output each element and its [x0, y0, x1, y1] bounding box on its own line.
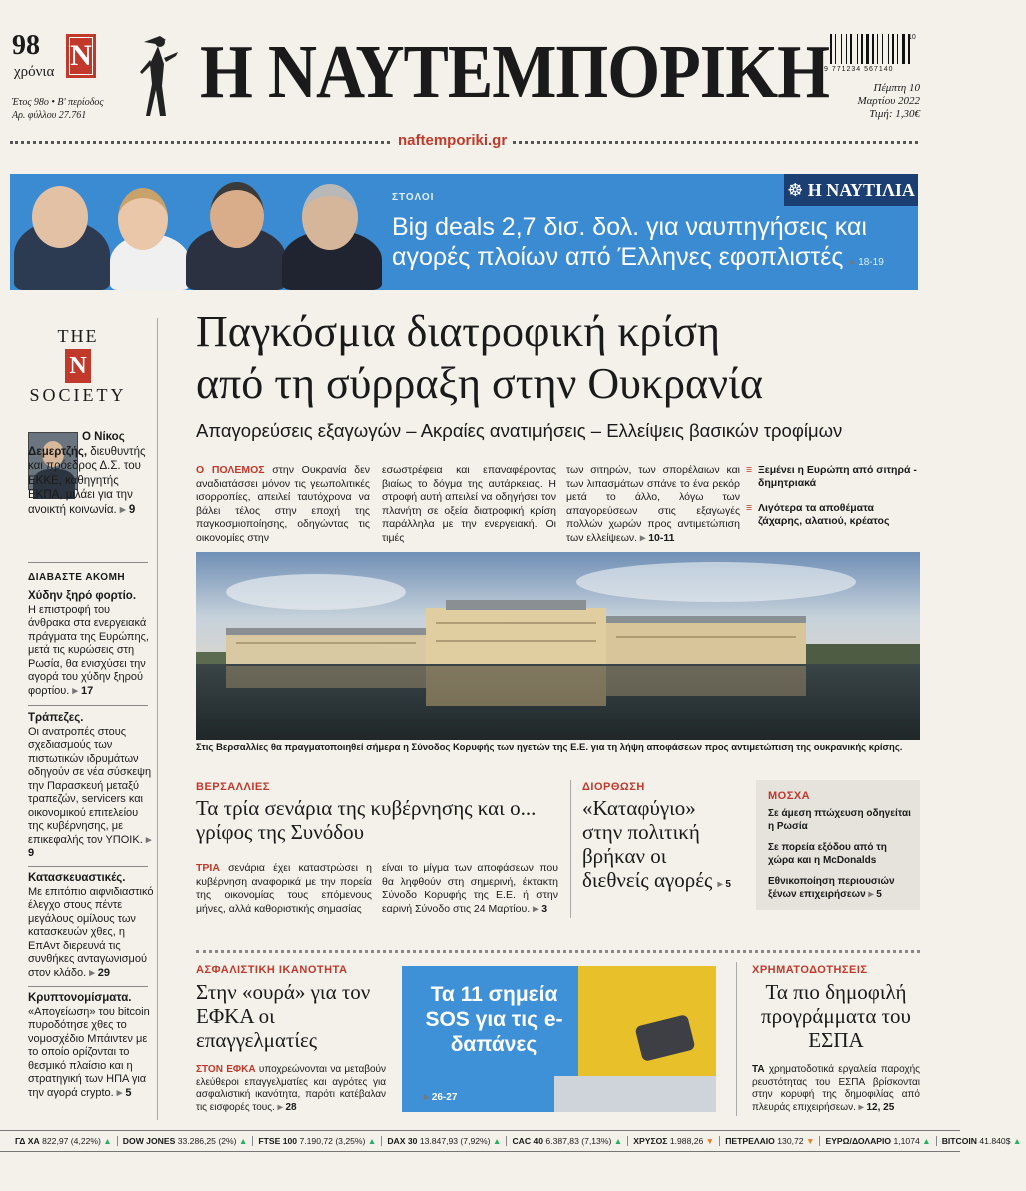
read-more-item[interactable] — [28, 872, 154, 980]
barcode-bar — [861, 34, 863, 64]
read-more-item-title: Χύδην ξηρό φορτίο. — [28, 590, 137, 602]
barcode-bar — [843, 34, 845, 64]
diorthosi-headline[interactable] — [582, 796, 732, 897]
arrow-down-icon: ▼ — [703, 1136, 715, 1146]
mosxa-page-ref: ▸ 5 — [868, 889, 881, 900]
ticker-item — [10, 1136, 118, 1146]
barcode-bar — [890, 34, 891, 64]
read-more-item-text: «Απογείωση» του bitcoin πυροδότησε χθες το νομοσχέδιο Μπάιντεν με το οποίο ορίζονται το θεσμικό πλαίσιο και η στρατηγική των ΗΠΑ για την αγορά crypto. — [28, 1005, 150, 1099]
left-separator — [28, 866, 148, 867]
ticker-name: FTSE 100 — [258, 1136, 298, 1146]
barcode-bar — [875, 34, 876, 64]
ticker-item — [720, 1136, 820, 1146]
ad-page-ref: ▸ 26-27 — [424, 1092, 457, 1103]
issue-info — [12, 96, 103, 122]
date-line-1: Πέμπτη 10 — [873, 82, 920, 94]
mosxa-kicker: ΜΟΣΧΑ — [768, 790, 811, 802]
ticker-name: ΓΔ ΧΑ — [15, 1136, 40, 1146]
barcode-bar — [835, 34, 836, 64]
barcode-bar — [830, 34, 832, 64]
ticker-item — [628, 1136, 720, 1146]
ticker-value: 822,97 (4,22%) — [42, 1136, 101, 1146]
barcode-bar — [833, 34, 834, 64]
main-story-col-1 — [196, 464, 370, 545]
section-rule — [196, 950, 920, 953]
ticker-name: DOW JONES — [122, 1136, 176, 1146]
versailles-photo — [196, 552, 920, 740]
banner-kicker: ΣΤΟΛΟΙ — [392, 192, 435, 203]
mosxa-item-text: Εθνικοποίηση περιουσιών ξένων επιχειρήσεων — [768, 876, 895, 900]
read-more-item-title: Κατασκευαστικές. — [28, 872, 126, 884]
mosxa-item[interactable] — [768, 876, 914, 901]
barcode-bar — [857, 34, 858, 64]
diorthosi-page-ref: ▸ 5 — [718, 879, 731, 890]
society-logo[interactable] — [10, 326, 146, 406]
banner-page-ref: ▸ 18-19 — [850, 257, 883, 268]
ticker-value: 1,1074 — [893, 1136, 920, 1146]
main-col-1-text: στην Ουκρανία δεν αναδιατάσσει μόνον τις γεωπολιτικές ισορροπίες, απειλεί ταυτόχρονα να βάλει τέλος στην εποχή της παγκοσμιοποίησης, οδηγώντας τις οικονομίες στην — [196, 464, 371, 544]
ticker-name: DAX 30 — [387, 1136, 418, 1146]
main-story-col-3 — [566, 464, 740, 545]
ticker-value: 33.286,25 (2%) — [177, 1136, 237, 1146]
mosxa-item[interactable]: Σε άμεση πτώχευση οδηγείται η Ρωσία — [768, 808, 911, 832]
read-more-item-text: Η επιστροφή του άνθρακα στα ενεργειακά πράγματα της Ευρώπης, μετά τις κυρώσεις στη Ρωσία, θα ενισχύσει την αγορά του χύδην ξηρού φορτίου. — [28, 603, 149, 697]
espa-body: χρηματοδοτικά εργαλεία παροχής ρευστότητας του ΕΣΠΑ βρίσκονται στην κορυφή της δημοφιλίας από πλευράς επιχειρήσεων. — [752, 1064, 921, 1113]
photo-caption: Στις Βερσαλλίες θα πραγματοποιηθεί σήμερα η Σύνοδος Κορυφής των ηγετών της Ε.Ε. για τη λήψη αποφάσεων προς αντιμετώπιση της ουκρανικής κρίσης. — [196, 742, 903, 753]
read-more-heading: ΔΙΑΒΑΣΤΕ ΑΚΟΜΗ — [28, 572, 126, 583]
barcode-bar — [882, 34, 883, 64]
read-more-item-page: ▸ 17 — [72, 685, 93, 697]
mosxa-item[interactable]: Σε πορεία εξόδου από τη χώρα και η McDonalds — [768, 842, 887, 866]
n-logo: N — [66, 34, 96, 78]
ticker-value: 6.387,83 (7,13%) — [545, 1136, 612, 1146]
masthead-title: Η ΝΑΥΤΕΜΠΟΡΙΚΗ — [200, 28, 829, 114]
date-line-2: Μαρτίου 2022 — [857, 95, 920, 107]
ticker-value: 130,72 — [777, 1136, 804, 1146]
person-2-face — [118, 188, 168, 250]
banner-headline[interactable] — [392, 212, 912, 278]
barcode-number: 9 771234 567140 — [824, 66, 894, 73]
society-n-logo: N — [65, 349, 91, 383]
versailles-col-1-text: σενάρια έχει καταστρώσει η κυβέρνηση αναφορικά με την πορεία της οικονομίας τους επόμενους μήνες, αλλά καθοριστικής σημασίας — [196, 862, 372, 915]
side-bullet[interactable]: ≡ Λιγότερα τα αποθέματα ζάχαρης, αλατιού, κρέατος — [758, 502, 918, 528]
barcode-bar — [906, 34, 907, 64]
ticker-item — [253, 1136, 382, 1146]
barcode-bar — [897, 34, 898, 64]
left-separator — [28, 986, 148, 987]
versailles-headline[interactable]: Τα τρία σενάρια της κυβέρνησης και ο... γρίφος της Συνόδου — [196, 796, 537, 844]
arrow-up-icon: ▲ — [1010, 1136, 1022, 1146]
ticker-name: BITCOIN — [941, 1136, 978, 1146]
ad-headline: Τα 11 σημεία SOS για τις e-δαπάνες — [425, 983, 563, 1056]
ticker-name: CAC 40 — [512, 1136, 544, 1146]
barcode-bar — [859, 34, 860, 64]
efka-text — [196, 1064, 386, 1114]
main-col-3-text: των σιτηρών, των σπορέλαιων και των λιπασμάτων σπάνε το ένα ρεκόρ μετά το άλλο, λόγω των απαγορεύσεων στις εξαγωγές πολλών χωρών προς αντιμετώπιση των ελλείψεων. — [566, 464, 740, 544]
ticker-name: ΕΥΡΩ/ΔΟΛΑΡΙΟ — [825, 1136, 892, 1146]
ticker-value: 1.988,26 — [669, 1136, 704, 1146]
versailles-page-ref: ▸ 3 — [533, 903, 547, 915]
ticker-name: ΠΕΤΡΕΛΑΙΟ — [725, 1136, 775, 1146]
espa-text — [752, 1064, 920, 1114]
website-link[interactable]: naftemporiki.gr — [392, 132, 513, 149]
barcode-bar — [899, 34, 901, 64]
date-info — [810, 82, 920, 121]
price: Τιμή: 1,30€ — [869, 108, 920, 120]
versailles-kicker: ΒΕΡΣΑΛΛΙΕΣ — [196, 781, 270, 793]
banner-headline-text: Big deals 2,7 δισ. δολ. για ναυπηγήσεις και αγορές πλοίων από Έλληνες εφοπλιστές — [392, 213, 867, 271]
person-3-face — [210, 182, 264, 248]
nautilia-badge[interactable] — [784, 174, 918, 206]
ticker-value: 7.190,72 (3,25%) — [299, 1136, 366, 1146]
main-story-col-2: εσωστρέφεια και επαναφέροντας βιαίως το δόγμα της αυτάρκειας. Η στροφή αυτή απειλεί να οδηγήσει τον πλανήτη σε οξεία διατροφική κρίση παράλληλα με την ενεργειακή. Οι τιμές — [382, 464, 556, 544]
diorthosi-headline-text: «Καταφύγιο» στην πολιτική βρήκαν οι διεθνείς αγορές — [582, 796, 713, 892]
ticker-item — [118, 1136, 254, 1146]
arrow-up-icon: ▲ — [365, 1136, 377, 1146]
barcode-bar — [866, 34, 869, 64]
hermes-statue-icon — [136, 28, 182, 120]
barcode-bar — [902, 34, 905, 64]
laptop-icon — [554, 1076, 716, 1112]
espa-headline[interactable]: Τα πιο δημοφιλή προγράμματα του ΕΣΠΑ — [761, 980, 911, 1052]
read-more-item-title: Κρυπτονομίσματα. — [28, 992, 132, 1004]
society-the: THE — [57, 326, 99, 346]
left-separator — [28, 562, 148, 563]
efka-lead-word: ΣΤΟΝ ΕΦΚΑ — [196, 1064, 256, 1075]
barcode-bar — [879, 34, 881, 64]
ship-wheel-icon: ☸ — [787, 180, 804, 200]
barcode-bar — [895, 34, 896, 64]
versailles-illustration — [196, 552, 920, 740]
efka-body: υποχρεώνονται να μεταβούν ελεύθεροι επαγγελματίες και αγρότες για ασφαλιστική ικανότητα, παρότι κατέβαλαν τις εισφορές τους. — [196, 1064, 387, 1113]
barcode-bar — [877, 34, 878, 64]
espa-kicker: ΧΡΗΜΑΤΟΔΟΤΗΣΕΙΣ — [752, 964, 868, 976]
society-teaser[interactable] — [28, 430, 154, 517]
barcode-bar — [853, 34, 856, 64]
issue-line-2: Αρ. φύλλου 27.761 — [12, 110, 87, 121]
barcode-icon — [830, 34, 920, 64]
main-headline-line-1: Παγκόσμια διατροφική κρίση — [196, 307, 721, 356]
side-bullet[interactable]: ≡ Ξεμένει η Ευρώπη από σιτηρά - δημητριακά — [758, 464, 918, 490]
barcode-bar — [872, 34, 874, 64]
ticker-value: 13.847,93 (7,92%) — [419, 1136, 491, 1146]
main-lead-word: Ο ΠΟΛΕΜΟΣ — [196, 464, 265, 476]
arrow-up-icon: ▲ — [490, 1136, 502, 1146]
barcode-bar — [870, 34, 871, 64]
versailles-lead-word: ΤΡΙΑ — [196, 862, 220, 874]
read-more-item[interactable] — [28, 992, 154, 1100]
barcode-issue: 10 — [908, 34, 916, 41]
barcode-bar — [864, 34, 865, 64]
diorthosi-kicker: ΔΙΟΡΘΩΣΗ — [582, 781, 645, 793]
main-page-ref: ▸ 10-11 — [640, 532, 674, 544]
ticker-item — [820, 1136, 936, 1146]
left-separator — [28, 705, 148, 706]
column-separator — [736, 962, 737, 1116]
arrow-up-icon: ▲ — [100, 1136, 112, 1146]
barcode-bar — [841, 34, 842, 64]
versailles-col-1 — [196, 862, 372, 916]
main-headline-line-2: από τη σύρραξη στην Ουκρανία — [196, 359, 763, 408]
society-page-ref: ▸ 9 — [120, 504, 135, 516]
society-name: Ο Νίκος Δεμερτζής, — [28, 431, 125, 458]
barcode-bar — [850, 34, 852, 64]
main-headline[interactable] — [196, 306, 920, 410]
arrow-up-icon: ▲ — [611, 1136, 623, 1146]
barcode-bar — [892, 34, 894, 64]
column-separator — [570, 780, 571, 918]
versailles-col-2-text: είναι το μίγμα των αποφάσεων που θα ληφθούν στη σημερινή, έκτακτη Σύνοδο Κορυφής της Ε.Ε. ή στην εαρινή Σύνοδο στις 24 Μαρτίου. — [382, 862, 558, 915]
read-more-item[interactable] — [28, 712, 154, 861]
nautilia-badge-label: Η ΝΑΥΤΙΛΙΑ — [807, 180, 915, 200]
read-more-item[interactable] — [28, 590, 154, 698]
person-4-face — [302, 184, 358, 250]
read-more-item-page: ▸ 5 — [117, 1087, 132, 1099]
versailles-col-2 — [382, 862, 558, 916]
issue-line-1: Έτος 98ο • Β' περίοδος — [12, 97, 104, 108]
anniversary-word: χρόνια — [14, 64, 55, 80]
read-more-item-text: Οι ανατροπές στους σχεδιασμούς των πιστωτικών ιδρυμάτων οδηγούν σε νέα σύσκεψη την Παρασκευή μεταξύ τραπεζών, servicers και οικονομικού επιτελείου της κυβέρνησης, με επικεφαλής τον ΥΠΟΙΚ. — [28, 725, 152, 846]
person-1-face — [32, 186, 88, 248]
efka-page-ref: ▸ 28 — [278, 1102, 297, 1113]
main-subhead: Απαγορεύσεις εξαγωγών – Ακραίες ανατιμήσεις – Ελλείψεις βασικών τροφίμων — [196, 420, 843, 441]
read-more-item-title: Τράπεζες. — [28, 712, 84, 724]
arrow-up-icon: ▲ — [919, 1136, 931, 1146]
society-word: SOCIETY — [29, 385, 127, 405]
ticker-value: 41.840$ — [979, 1136, 1011, 1146]
society-text: διευθυντής και πρόεδρος Δ.Σ. του ΕΚΚΕ, καθηγητής ΕΚΠΑ, μιλάει για την ανοικτή κοινωνία. — [28, 445, 146, 516]
arrow-down-icon: ▼ — [803, 1136, 815, 1146]
ticker-item — [507, 1136, 628, 1146]
anniversary-number: 98 — [12, 30, 40, 61]
efka-kicker: ΑΣΦΑΛΙΣΤΙΚΗ ΙΚΑΝΟΤΗΤΑ — [196, 964, 348, 976]
barcode-bar — [884, 34, 887, 64]
ticker-name: ΧΡΥΣΟΣ — [633, 1136, 668, 1146]
market-ticker — [0, 1130, 1022, 1152]
shipping-banner[interactable] — [10, 174, 918, 290]
espa-page-ref: ▸ 12, 25 — [859, 1102, 895, 1113]
espa-lead-word: ΤΑ — [752, 1064, 765, 1075]
efka-headline[interactable]: Στην «ουρά» για τον ΕΦΚΑ οι επαγγελματίες — [196, 980, 371, 1052]
ticker-item — [937, 1136, 1026, 1146]
ticker-item — [382, 1136, 507, 1146]
barcode-bar — [846, 34, 847, 64]
e-dapanes-feature[interactable] — [402, 966, 716, 1112]
barcode-bar — [848, 34, 849, 64]
arrow-up-icon: ▲ — [236, 1136, 248, 1146]
barcode-bar — [888, 34, 889, 64]
read-more-item-page: ▸ 9 — [28, 834, 151, 860]
read-more-item-text: Με επιτόπιο αιφνιδιαστικό έλεγχο στους πέντε μεγάλους ομίλους των κατασκευών χθες, η ΕπΑντ διερευνά τις συνθήκες ανταγωνισμού στον κλάδο. — [28, 885, 154, 979]
read-more-item-page: ▸ 29 — [89, 967, 110, 979]
barcode-bar — [837, 34, 840, 64]
